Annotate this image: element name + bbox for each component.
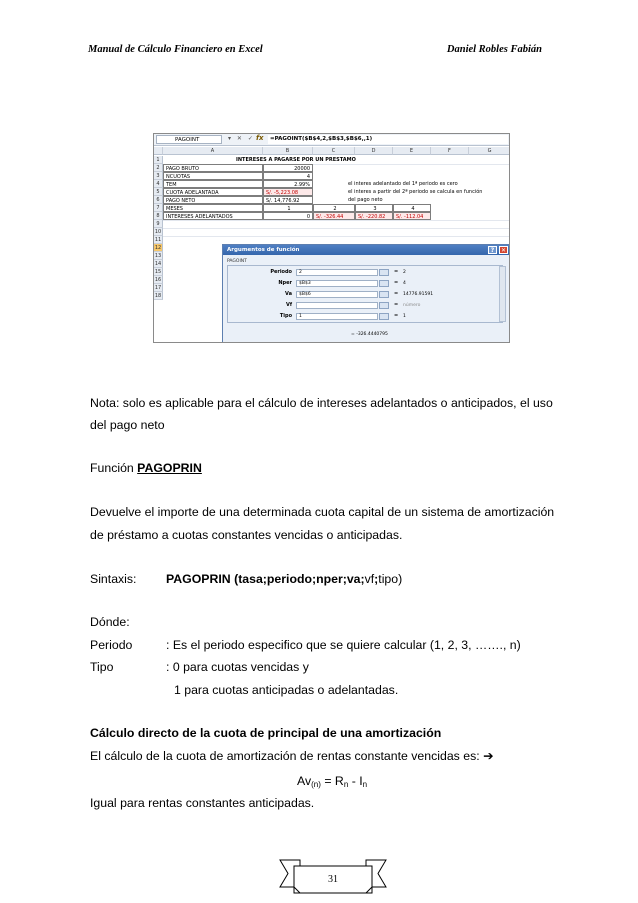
cell-d7[interactable]: 3 xyxy=(355,204,393,212)
help-icon[interactable]: ? xyxy=(488,246,497,254)
equals-sign: = xyxy=(394,280,399,286)
page-number-banner xyxy=(278,857,388,895)
cell-c7[interactable]: 2 xyxy=(313,204,355,212)
row-header[interactable]: 7 xyxy=(154,204,163,212)
range-picker-icon[interactable] xyxy=(379,291,389,298)
arg-result: 1 xyxy=(403,314,406,319)
arg-label: Va xyxy=(285,291,292,297)
cell-b3[interactable]: 4 xyxy=(263,172,313,180)
row-header[interactable]: 11 xyxy=(154,237,162,243)
row-header[interactable]: 2 xyxy=(154,164,163,172)
cell-a4[interactable]: TEM xyxy=(163,180,263,188)
arrow-right-icon: ➔ xyxy=(483,749,494,763)
sintaxis-end: tipo) xyxy=(378,572,403,586)
funcion-prefix: Función xyxy=(90,461,138,475)
formula-line: $Av_{(n)} = R_n - I_n$ xyxy=(297,774,368,789)
page-number: 31 xyxy=(328,874,338,885)
range-picker-icon[interactable] xyxy=(379,280,389,287)
tipo-label: Tipo xyxy=(90,660,114,674)
cell-b4[interactable]: 2.99% xyxy=(263,180,313,188)
calc-text: El cálculo de la cuota de amortización de rentas constante vencidas es: xyxy=(90,749,480,763)
arg-label: Nper xyxy=(278,280,292,286)
cell-a2[interactable]: PAGO BRUTO xyxy=(163,164,263,172)
col-header-g[interactable]: G xyxy=(469,147,510,155)
dialog-title: Argumentos de función xyxy=(227,247,300,253)
arg-result: 14776.91591 xyxy=(403,292,434,297)
col-header-b[interactable]: B xyxy=(263,147,313,155)
section-heading: Cálculo directo de la cuota de principal de una amortización xyxy=(90,726,442,740)
name-box[interactable]: PAGOINT xyxy=(156,135,222,144)
range-picker-icon[interactable] xyxy=(379,313,389,320)
cell-a5[interactable]: CUOTA ADELANTADA xyxy=(163,188,263,196)
row-header[interactable]: 5 xyxy=(154,188,163,196)
funcion-name: PAGOPRIN xyxy=(137,461,202,475)
formula-input[interactable]: =PAGOINT($B$4,2,$B$3,$B$6,,1) xyxy=(268,135,508,144)
equals-sign: = xyxy=(394,313,399,319)
periodo-label: Periodo xyxy=(90,638,133,652)
equals-sign: = xyxy=(394,291,399,297)
row-header[interactable]: 18 xyxy=(154,293,162,299)
row-header[interactable]: 3 xyxy=(154,172,163,180)
cell-b2[interactable]: 20000 xyxy=(263,164,313,172)
calc-line xyxy=(90,749,493,763)
arg-row-tipo xyxy=(228,312,504,321)
row-header[interactable]: 13 xyxy=(154,253,162,259)
excel-screenshot xyxy=(153,133,510,343)
range-picker-icon[interactable] xyxy=(379,269,389,276)
row-header[interactable]: 17 xyxy=(154,285,162,291)
arg-result: 4 xyxy=(403,281,406,286)
cell-b7[interactable]: 1 xyxy=(263,204,313,212)
formula-buttons[interactable]: ▾ ✕ ✓ xyxy=(228,135,255,142)
row-header[interactable]: 14 xyxy=(154,261,162,267)
sintaxis-semicolon: ; xyxy=(374,572,379,586)
row-header[interactable]: 8 xyxy=(154,212,163,220)
arg-result: número xyxy=(403,303,421,308)
grid-line xyxy=(163,228,509,229)
funcion-heading xyxy=(90,461,202,475)
cell-b5[interactable]: S/. -5,223.08 xyxy=(263,188,313,196)
sheet-title[interactable]: INTERESES A PAGARSE POR UN PRESTAMO xyxy=(236,157,356,163)
cell-b6[interactable]: S/. 14,776.92 xyxy=(263,196,313,204)
arg-input-vf[interactable] xyxy=(296,302,378,309)
row-header-selected[interactable]: 12 xyxy=(154,245,162,251)
arg-input-va[interactable]: $B$6 xyxy=(296,291,378,298)
row-header[interactable]: 10 xyxy=(154,229,162,235)
row-header[interactable]: 9 xyxy=(154,220,163,228)
col-header-a[interactable]: A xyxy=(163,147,263,155)
arg-input-nper[interactable]: $B$3 xyxy=(296,280,378,287)
periodo-text: : Es el periodo especifico que se quiere calcular (1, 2, 3, ……., n) xyxy=(166,638,521,652)
row-header[interactable]: 6 xyxy=(154,196,163,204)
arg-row-nper xyxy=(228,279,504,288)
col-header-d[interactable]: D xyxy=(355,147,393,155)
close-icon[interactable]: ✕ xyxy=(500,247,507,254)
nota-line-2: del pago neto xyxy=(90,418,165,432)
cell-b8[interactable]: 0 xyxy=(263,212,313,220)
range-picker-icon[interactable] xyxy=(379,302,389,309)
row-header[interactable]: 1 xyxy=(154,156,163,164)
arg-result: 2 xyxy=(403,270,406,275)
arg-row-vf xyxy=(228,301,504,310)
col-header-c[interactable]: C xyxy=(313,147,355,155)
description-line-2: de préstamo a cuotas constantes vencidas o anticipadas. xyxy=(90,528,403,542)
equals-sign: = xyxy=(394,302,399,308)
cell-a6[interactable]: PAGO NETO xyxy=(163,196,263,204)
note-line[interactable]: el interes adelantado del 1ª periodo es cero xyxy=(348,181,458,187)
arg-label: Tipo xyxy=(279,313,292,319)
cell-a7[interactable]: MESES xyxy=(163,204,263,212)
row-header[interactable]: 16 xyxy=(154,277,162,283)
formula-bar xyxy=(154,134,509,146)
arg-label: Vf xyxy=(285,302,292,308)
sintaxis-bold: PAGOPRIN (tasa;periodo;nper;va; xyxy=(166,572,365,586)
equals-sign: = xyxy=(394,269,399,275)
dialog-function-name: PAGOINT xyxy=(227,259,247,264)
grid-line xyxy=(163,236,509,237)
dialog-scrollbar[interactable] xyxy=(499,266,506,322)
donde-label: Dónde: xyxy=(90,615,130,629)
row-header[interactable]: 4 xyxy=(154,180,163,188)
dialog-args-frame xyxy=(227,265,503,323)
col-header-e[interactable]: E xyxy=(393,147,431,155)
cell-e8[interactable]: S/. -112.04 xyxy=(393,212,431,220)
cell-a3[interactable]: NCUOTAS xyxy=(163,172,263,180)
arg-row-periodo xyxy=(228,268,504,277)
sintaxis-vf: vf xyxy=(364,572,375,586)
row-header[interactable]: 15 xyxy=(154,269,162,275)
nota-line-1: Nota: solo es aplicable para el cálculo de intereses adelantados o anticipados, el uso xyxy=(90,396,553,410)
description-line-1: Devuelve el importe de una determinada cuota capital de un sistema de amortización xyxy=(90,505,555,519)
dialog-titlebar[interactable] xyxy=(223,245,509,255)
cell-d8[interactable]: S/. -220.82 xyxy=(355,212,393,220)
header-right: Daniel Robles Fabián xyxy=(446,44,542,55)
note-line[interactable]: el interes a partir del 2ª periodo se calcula en función xyxy=(348,189,483,195)
cell-a8[interactable]: INTERESES ADELANTADOS xyxy=(163,212,263,220)
arg-row-va xyxy=(228,290,504,299)
tipo-text-1: : 0 para cuotas vencidas y xyxy=(166,660,309,674)
arg-label: Periodo xyxy=(270,269,292,275)
sintaxis-text xyxy=(166,572,402,586)
corner-select-all[interactable] xyxy=(154,147,163,155)
sintaxis-label: Sintaxis: xyxy=(90,572,137,586)
function-arguments-dialog xyxy=(222,244,510,343)
cell-e7[interactable]: 4 xyxy=(393,204,431,212)
igual-line: Igual para rentas constantes anticipadas. xyxy=(90,796,315,810)
header-left: Manual de Cálculo Financiero en Excel xyxy=(88,44,263,55)
arg-input-periodo[interactable]: 2 xyxy=(296,269,378,276)
note-line[interactable]: del pago neto xyxy=(348,197,383,203)
col-header-f[interactable]: F xyxy=(431,147,469,155)
tipo-text-2: 1 para cuotas anticipadas o adelantadas. xyxy=(174,683,399,697)
dialog-final-result: = -326.4440795 xyxy=(351,332,388,337)
arg-input-tipo[interactable]: 1 xyxy=(296,313,378,320)
cell-c8[interactable]: S/. -326.44 xyxy=(313,212,355,220)
fx-icon[interactable]: fx xyxy=(256,134,264,142)
